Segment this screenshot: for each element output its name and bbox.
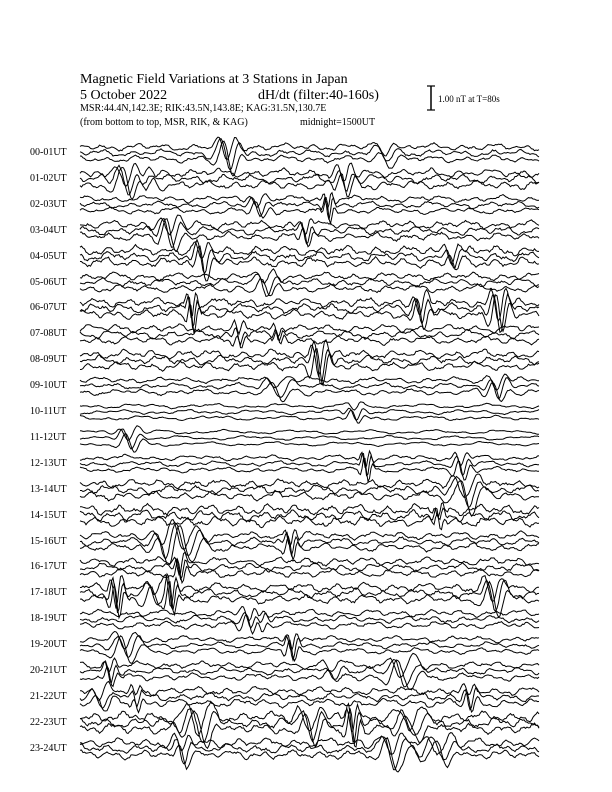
trace-kag [80,320,539,337]
hour-label: 03-04UT [30,224,67,236]
station-list: MSR:44.4N,142.3E; RIK:43.5N,143.8E; KAG:31.5N,130.7E [80,103,327,114]
hour-label: 02-03UT [30,198,67,210]
trace-rik [80,559,539,580]
hour-label: 12-13UT [30,457,67,469]
trace-kag [80,607,539,621]
hour-label: 08-09UT [30,354,67,366]
station-order-note: (from bottom to top, MSR, RIK, & KAG) [80,117,248,128]
trace-msr [80,458,539,481]
chart-date: 5 October 2022 [80,88,168,103]
hour-label: 20-21UT [30,665,67,676]
hour-label: 22-23UT [30,716,67,728]
hour-label: 01-02UT [30,172,67,184]
trace-msr [80,615,539,634]
hour-label: 13-14UT [30,483,67,495]
hour-label: 15-16UT [30,535,67,547]
trace-rik [80,574,539,613]
trace-rik [80,139,539,170]
trace-msr [80,349,539,385]
hour-label: 21-22UT [30,690,67,702]
hour-label: 00-01UT [30,147,67,158]
trace-kag [80,215,539,235]
trace-kag [80,193,539,210]
hour-label: 04-05UT [30,250,67,262]
trace-msr [80,331,539,348]
trace-kag [80,682,539,701]
hour-label: 18-19UT [30,613,67,625]
hour-label: 23-24UT [30,742,67,754]
trace-kag [80,137,539,160]
trace-rik [80,328,539,345]
trace-msr [80,582,539,618]
scale-bar [427,86,435,110]
trace-kag [80,163,539,186]
trace-kag [80,653,539,677]
chart-quantity: dH/dt (filter:40-160s) [258,88,379,103]
trace-msr [80,167,539,199]
hour-label: 10-11UT [30,406,67,417]
hour-label: 06-07UT [30,302,67,314]
trace-group [80,137,539,772]
hour-label: 11-12UT [30,431,67,443]
trace-kag [80,426,539,441]
trace-msr [80,481,539,516]
trace-rik [80,660,539,687]
hour-label: 16-17UT [30,561,67,573]
chart-title: Magnetic Field Variations at 3 Stations in Japan [80,72,348,87]
trace-msr [80,514,539,530]
trace-rik [80,165,539,195]
trace-rik [80,477,539,508]
hour-label: 14-15UT [30,509,67,521]
trace-kag [80,289,539,321]
hour-label: 05-06UT [30,276,67,288]
trace-rik [80,635,539,661]
trace-rik [80,524,539,559]
hour-label: 09-10UT [30,380,67,392]
midnight-note: midnight=1500UT [300,117,376,128]
trace-kag [80,575,539,609]
scale-bar-label: 1.00 nT at T=80s [438,94,500,104]
hour-label: 07-08UT [30,328,67,340]
trace-kag [80,402,539,410]
trace-kag [80,733,539,755]
trace-msr [80,738,539,772]
hour-label: 19-20UT [30,639,67,651]
hour-label: 17-18UT [30,587,67,599]
